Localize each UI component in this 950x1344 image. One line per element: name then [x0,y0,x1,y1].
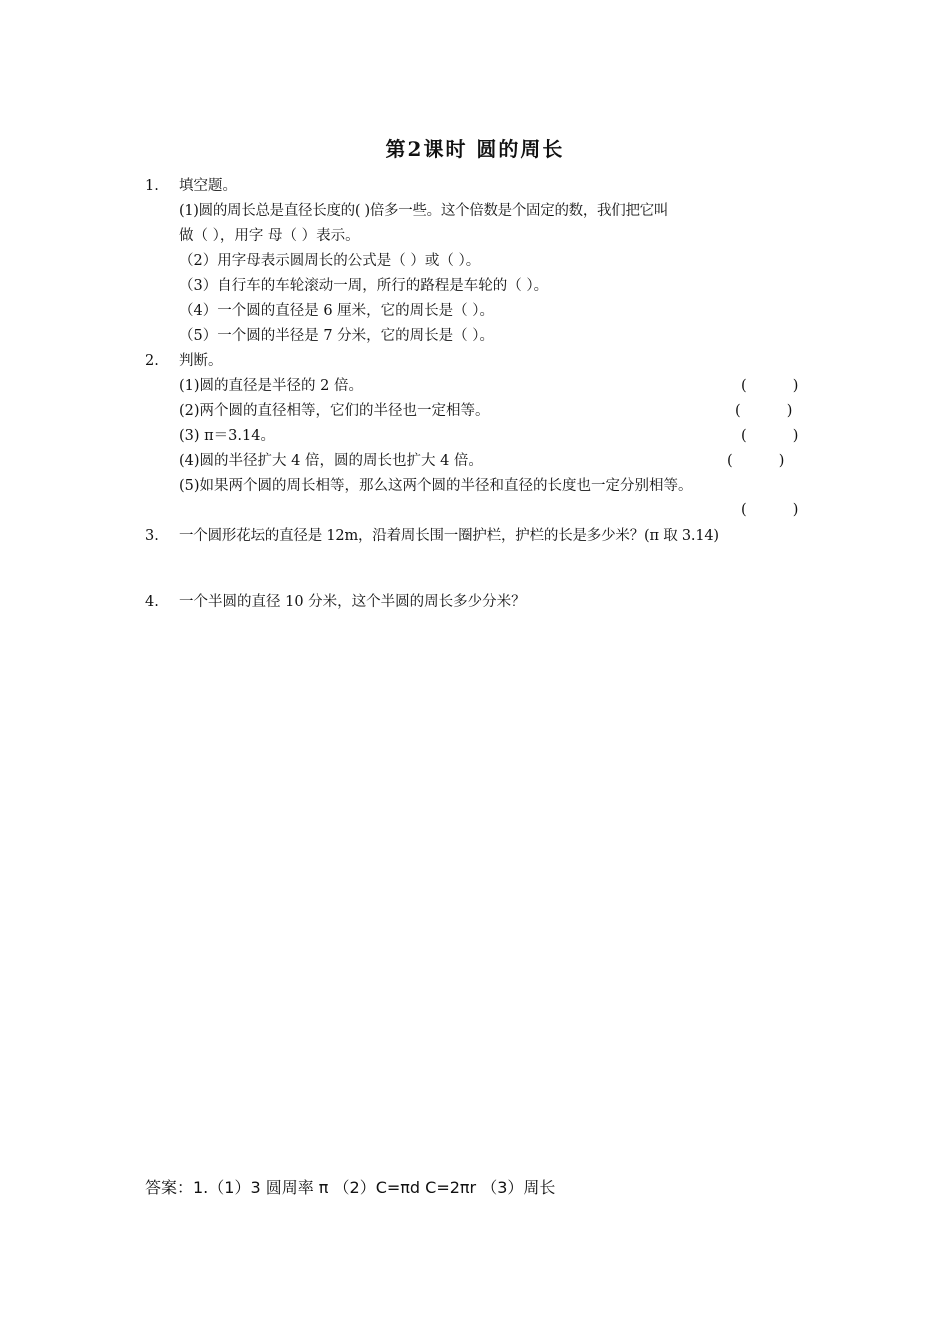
question-2-heading: 判断。 [179,353,223,369]
judgment-item-5: (5)如果两个圆的周长相等，那么这两个圆的半径和直径的长度也一定分别相等。 [179,478,693,494]
judgment-blank-2: ( ) [735,403,793,419]
question-1-line-2: 做（ ），用字 母（ ）表示。 [179,228,360,244]
question-4-number: 4. [145,594,159,610]
judgment-item-2: (2)两个圆的直径相等，它们的半径也一定相等。 [179,403,490,419]
question-1-line-1: (1)圆的周长总是直径长度的( )倍多一些。这个倍数是个固定的数，我们把它叫 [179,203,669,219]
question-1-heading: 填空题。 [179,178,237,194]
question-1-number: 1. [145,178,159,194]
judgment-item-4: (4)圆的半径扩大 4 倍，圆的周长也扩大 4 倍。 [179,453,483,469]
judgment-item-3: (3) π＝3.14。 [179,428,275,444]
page-title: 第2课时 圆的周长 [385,137,565,161]
question-1-line-6: （5）一个圆的半径是 7 分米，它的周长是（ ）。 [179,328,495,344]
judgment-blank-5: ( ) [741,502,799,518]
answer-key: 答案：1.（1）3 圆周率 π （2）C=πd C=2πr （3）周长 [145,1178,556,1197]
judgment-blank-3: ( ) [741,428,799,444]
question-1-line-4: （3）自行车的车轮滚动一周，所行的路程是车轮的（ ）。 [179,278,549,294]
question-4-text: 一个半圆的直径 10 分米，这个半圆的周长多少分米？ [179,594,526,610]
question-3-number: 3. [145,528,159,544]
judgment-blank-4: ( ) [727,453,785,469]
question-1-line-5: （4）一个圆的直径是 6 厘米，它的周长是（ ）。 [179,303,495,319]
judgment-blank-1: ( ) [741,378,799,394]
question-3-text: 一个圆形花坛的直径是 12m，沿着周长围一圈护栏，护栏的长是多少米？(π 取 3.14) [179,528,719,544]
judgment-item-1: (1)圆的直径是半径的 2 倍。 [179,378,363,394]
question-2-number: 2. [145,353,159,369]
question-1-line-3: （2）用字母表示圆周长的公式是（ ）或（ ）。 [179,253,481,269]
